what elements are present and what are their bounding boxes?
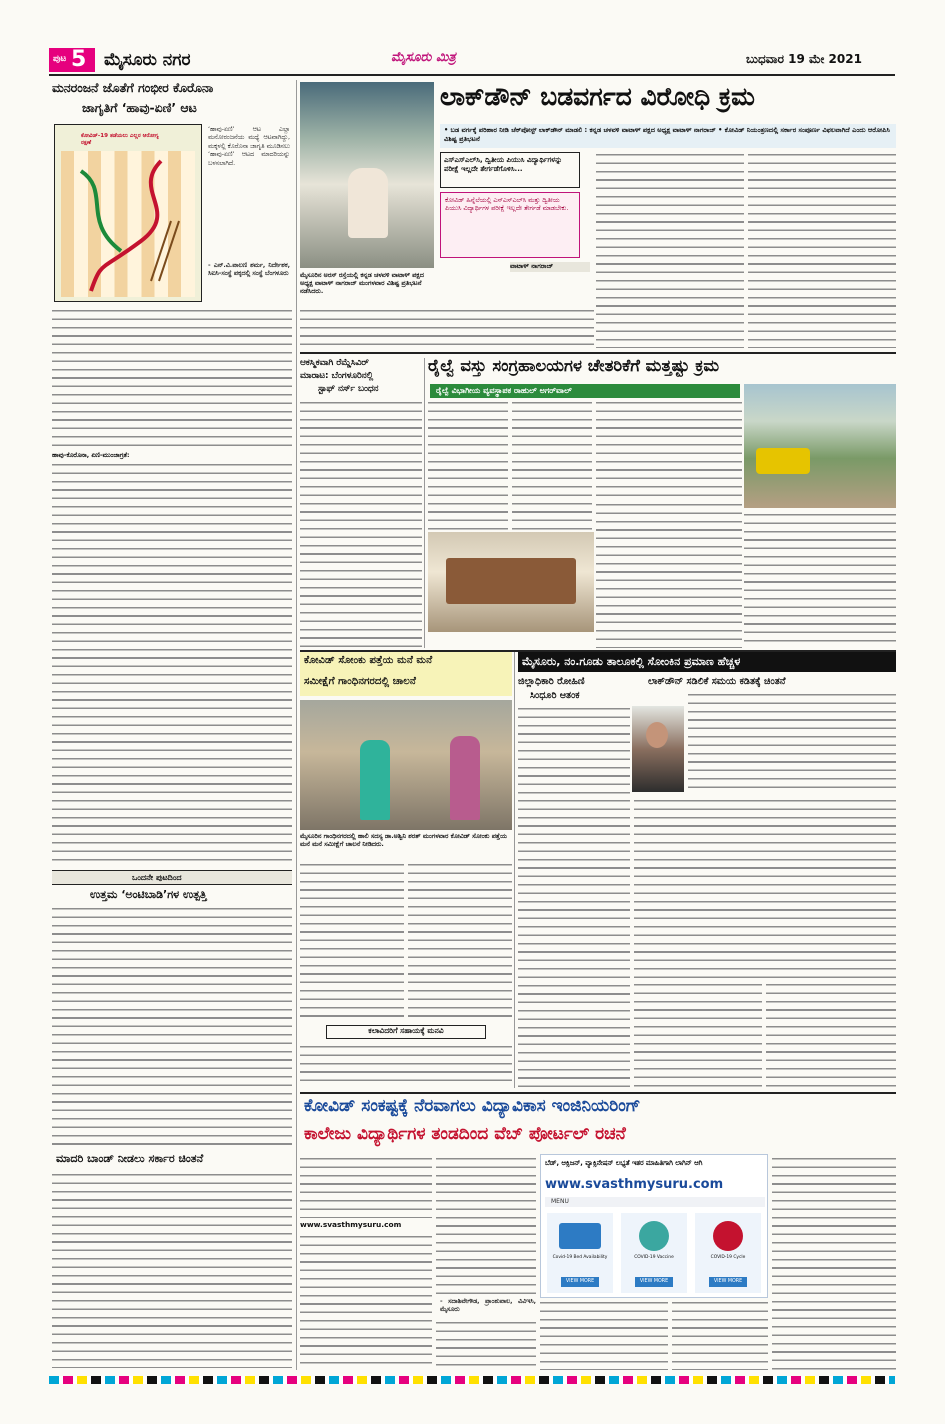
card-cycle-view-more[interactable]: VIEW MORE: [709, 1277, 747, 1287]
continued-header: [52, 870, 292, 885]
portal-menu-bar: [545, 1197, 765, 1207]
survey-body-col1: [300, 862, 404, 1020]
survey-photo: [300, 700, 512, 830]
portal-body-col2b: [436, 1320, 536, 1370]
survey-divider: [514, 652, 515, 1088]
dc-headline-1: ಜಿಲ್ಲಾಧಿಕಾರಿ ರೋಹಿಣಿ: [518, 676, 585, 687]
nurse-headline-1: ಆಕಸ್ಮಿಕವಾಗಿ ರೆಮ್ಡೆಸಿವಿರ್: [300, 358, 369, 368]
survey-headline-box: [300, 652, 512, 696]
lockdown-relax-headline: ಲಾಕ್‌ಡೌನ್ ಸಡಿಲಿಕೆ ಸಮಯ ಕಡಿತಕ್ಕೆ ಚಿಂತನೆ: [648, 676, 786, 687]
portal-body-col5: [772, 1156, 896, 1370]
bond-body: [52, 1172, 292, 1368]
portal-headline-1: ಕೋವಿಡ್ ಸಂಕಷ್ಟಕ್ಕೆ ನೆರವಾಗಲು ವಿದ್ಯಾವಿಕಾಸ ಇಂಜಿನಿಯರಿಂಗ್: [304, 1096, 641, 1116]
railway-body-col5: [744, 512, 896, 648]
snake-subhead: ಹಾವು-ಕೊರೊನಾ, ಏಣಿ-ಮುಂಜಾಗ್ರತೆ:: [52, 452, 130, 459]
nurse-headline-2: ಮಾರಾಟ: ಬೆಂಗಳೂರಿನಲ್ಲಿ: [300, 371, 374, 381]
lead-subhead: • ಬಡ ವರ್ಗಕ್ಕೆ ಪರಿಹಾರ ನೀಡಿ ಚೆಕ್‌ಪೋಸ್ಟ್ ಲಾಕ್‌ಡೌನ್ ಮಾಡಲಿ : ಕನ್ನಡ ಚಳವಳಿ ವಾಟಾಳ್ ಪಕ್ಷದ ಅಧ್ಯಕ್ಷ ವಾಟಾಳ್ ನಾಗರಾಜ್ • ಕೋವಿಡ್ ನಿಯಂತ್ರಣದಲ್ಲಿ ಸರ್ಕಾರ ಸಂಪೂರ್ಣ ವಿಫಲವಾಗಿದೆ ಎಂದು ಆರೋಪಿಸಿ ವಿಶಿಷ್ಟ ಪ್ರತಿಭಟನೆ: [440, 124, 896, 148]
virus-icon: [713, 1221, 743, 1251]
portal-banner: [540, 1154, 768, 1298]
railway-headline: ರೈಲ್ವೆ ವಸ್ತು ಸಂಗ್ರಹಾಲಯಗಳ ಚೇತರಿಕೆಗೆ ಮತ್ತಷ್ಟು ಕ್ರಮ: [428, 356, 720, 375]
snake-game-byline: - ಎನ್.ವಿ.ಪಾಲಣಿ ಶರ್ಮ, ನಿರ್ದೇಶಕ, ಸಿಐಸಿ-ಸಂಸ್ಥೆ ಪಕ್ಕದಲ್ಲಿ ಸಂಸ್ಥೆ ಬೆಂಗಳೂರು: [208, 262, 290, 278]
lead-quote: ಕೋವಿಡ್ ಹಿನ್ನೆಲೆಯಲ್ಲಿ ಎಸ್‌ಎಸ್‌ಎಲ್‌ಸಿ ಮತ್ತು ದ್ವಿತೀಯ ಪಿಯುಸಿ ವಿದ್ಯಾರ್ಥಿಗಳ ಪರೀಕ್ಷೆ ಇಲ್ಲದೇ ತೇರ್ಗಡೆ ಮಾಡಬೇಕು.: [445, 196, 569, 213]
lead-side-box: ಎಸ್‌ಎಸ್‌ಎಲ್‌ಸಿ, ದ್ವಿತೀಯ ಪಿಯುಸಿ ವಿದ್ಯಾರ್ಥಿಗಳನ್ನು ಪರೀಕ್ಷೆ ಇಲ್ಲದೇ ತೇರ್ಗಡೆಗೊಳಿಸಿ...: [440, 152, 580, 188]
portal-body-col4: [672, 1300, 768, 1370]
nurse-body: [300, 400, 422, 648]
snake-game-side-text: ‘ಹಾವು-ಏಣಿ’ ಆಟ ಎಲ್ಲಾ ಮನೋರಂಜನೆಯ ಮಧ್ಯೆ ಆಟವಾಗಿದ್ದು, ಮಕ್ಕಳಲ್ಲಿ ಕೊರೊನಾ ಜಾಗೃತಿ ಮೂಡಿಸಲು ‘ಹಾವು-ಏಣಿ’ ಆಟದ ಮಾದರಿಯನ್ನು ಬಳಸಲಾಗಿದೆ.: [208, 126, 290, 167]
protest-photo: [300, 82, 434, 268]
antibody-headline: ಉತ್ತಮ ‘ಅಂಟಿಬಾಡಿ’ಗಳ ಉತ್ಪತ್ತಿ: [90, 888, 207, 901]
toy-train: [756, 448, 810, 474]
issue-date: ಬುಧವಾರ 19 ಮೇ 2021: [746, 52, 862, 66]
nurse-divider: [424, 358, 425, 648]
vaccine-icon: [639, 1221, 669, 1251]
continued-label: ಒಂದನೇ ಪುಟದಿಂದ: [132, 873, 182, 882]
infection-body-col1: [518, 706, 630, 796]
page-label: ಪುಟ: [53, 54, 67, 64]
lead-quote-box: [440, 192, 580, 258]
portal-card-cycle: [695, 1213, 761, 1293]
portrait-face: [646, 722, 668, 748]
survey-body-col2: [408, 862, 512, 1020]
dc-portrait: [632, 706, 684, 792]
snake-game-headline-2: ಜಾಗೃತಿಗೆ ‘ಹಾವು-ಏಣಿ’ ಆಟ: [82, 100, 197, 115]
infection-body-col2: [688, 692, 896, 792]
health-worker-figure: [360, 740, 390, 820]
portal-quote-author: - ಸದಾಶಿವೇಗೌಡ, ಪ್ರಾಂಶುಪಾಲ, ವಿವಿಇಸಿ, ಮೈಸೂರು: [440, 1298, 536, 1314]
print-registration-bar: [49, 1376, 895, 1384]
coach-body: [446, 558, 576, 604]
bed-icon: [559, 1223, 601, 1249]
artists-box-head: ಕಲಾವಿದರಿಗೆ ಸಹಾಯಕ್ಕೆ ಮನವಿ: [326, 1025, 486, 1039]
masthead-rule: [49, 74, 895, 76]
card-beds-title: Covid-19 Bed Availability: [552, 1255, 608, 1260]
portal-menu-label: MENU: [551, 1198, 569, 1205]
snake-game-body: [52, 308, 292, 448]
page-number-badge: [49, 48, 95, 72]
portal-body-col1b: [300, 1234, 432, 1370]
snake-game-headline-1: ಮನರಂಜನೆ ಜೊತೆಗೆ ಗಂಭೀರ ಕೊರೊನಾ: [52, 80, 214, 95]
lead-body-col1: [300, 308, 594, 350]
nurse-headline-3: ಸ್ಟಾಫ್ ನರ್ಸ್ ಬಂಧನ: [318, 384, 379, 394]
railway-body-col3: [596, 400, 742, 500]
snake-ladder-board: [54, 124, 202, 302]
card-vaccine-view-more[interactable]: VIEW MORE: [635, 1277, 673, 1287]
protester-figure: [348, 168, 388, 238]
railway-body-col1: [428, 400, 508, 530]
survey-photo-caption: ಮೈಸೂರಿನ ಗಾಂಧಿನಗರದಲ್ಲಿ ಹಾಲಿ ಸದಸ್ಯ ಡಾ.ಅಶ್ವಿನಿ ಶರತ್ ಮಂಗಳವಾರ ಕೋವಿಡ್ ಸೋಂಕು ಪತ್ತೆಯ ಮನೆ ಮನೆ ಸಮೀಕ್ಷೆಗೆ ಚಾಲನೆ ನೀಡಿದರು.: [300, 832, 507, 848]
lead-rule: [300, 352, 896, 354]
section-title: ಮೈಸೂರು ನಗರ: [104, 50, 191, 70]
protest-photo-caption: ಮೈಸೂರಿನ ಅರಸ್ ರಸ್ತೆಯಲ್ಲಿ ಕನ್ನಡ ಚಳವಳಿ ವಾಟಾಳ್ ಪಕ್ಷದ ಅಧ್ಯಕ್ಷ ವಾಟಾಳ್ ನಾಗರಾಜ್ ಮಂಗಳವಾರ ವಿಶಿಷ್ಟ ಪ್ರತಿಭಟನೆ ನಡೆಸಿದರು.: [300, 271, 424, 295]
railway-coach-photo: [428, 532, 594, 632]
portal-card-beds: [547, 1213, 613, 1293]
infection-body-col5: [634, 982, 762, 1088]
infection-body-col3: [518, 798, 630, 1088]
infection-headline-bar: [518, 652, 896, 672]
card-vaccine-title: COVID-19 Vaccine: [634, 1255, 674, 1260]
lead-quote-author: ವಾಟಾಳ್ ನಾಗರಾಜ್: [510, 262, 590, 272]
portal-body-col3: [540, 1300, 668, 1370]
portal-body-col2: [436, 1156, 536, 1296]
antibody-body: [52, 906, 292, 1146]
survey-headline-1: ಕೋವಿಡ್ ಸೋಂಕು ಪತ್ತೆಯ ಮನೆ ಮನೆ: [304, 655, 433, 666]
left-column-divider: [296, 80, 297, 1370]
railway-body-col2: [512, 400, 592, 530]
dc-headline-2: ಸಿಂಧೂರಿ ಆತಂಕ: [530, 690, 580, 701]
card-cycle-title: COVID-19 Cycle: [710, 1255, 746, 1260]
infection-headline: ಮೈಸೂರು, ನಂ.ಗೂಡು ತಾಲೂಕಲ್ಲಿ ಸೋಂಕಿನ ಪ್ರಮಾಣ ಹೆಚ್ಚಳ: [522, 655, 741, 668]
page-number: 5: [71, 48, 87, 72]
railway-body-col4: [596, 502, 742, 648]
official-figure: [450, 736, 480, 820]
infection-body-col4: [634, 798, 896, 978]
infection-body-col6: [766, 982, 896, 1088]
lead-body-col2: [596, 152, 744, 348]
paper-name: ಮೈಸೂರು ಮಿತ್ರ: [391, 50, 456, 65]
lead-body-col3: [748, 152, 896, 348]
snake-icon: [61, 151, 195, 297]
card-beds-view-more[interactable]: VIEW MORE: [561, 1277, 599, 1287]
game-title: ಕೋವಿಡ್-19 ತಡೆಯಲು ಎಲ್ಲರ ಆರೋಗ್ಯ ರಕ್ಷಣೆ: [81, 133, 159, 146]
portal-banner-text: ಬೆಡ್, ಆಕ್ಸಿಜನ್, ವ್ಯಾಕ್ಸಿನೇಷನ್ ಲಭ್ಯತೆ ಇತರ ಮಾಹಿತಿಗಾಗಿ ಲಾಗಿನ್ ಆಗಿ: [545, 1159, 703, 1167]
survey-headline-2: ಸಮೀಕ್ಷೆಗೆ ಗಾಂಧಿನಗರದಲ್ಲಿ ಚಾಲನೆ: [304, 676, 416, 687]
portal-url-inline: www.svasthmysuru.com: [300, 1220, 402, 1229]
portal-body-col1: [300, 1156, 432, 1218]
portal-url-banner: www.svasthmysuru.com: [545, 1177, 724, 1192]
bond-headline: ಮಾದರಿ ಬಾಂಡ್ ನೀಡಲು ಸರ್ಕಾರ ಚಿಂತನೆ: [56, 1152, 204, 1165]
artists-body: [300, 1044, 512, 1088]
portal-rule: [300, 1092, 896, 1094]
portal-card-vaccine: [621, 1213, 687, 1293]
railway-subhead: ರೈಲ್ವೆ ವಿಭಾಗೀಯ ವ್ಯವಸ್ಥಾಪಕ ರಾಹುಲ್ ಅಗರ್‌ವಾಲ್: [430, 384, 740, 398]
lead-headline: ಲಾಕ್‌ಡೌನ್ ಬಡವರ್ಗದ ವಿರೋಧಿ ಕ್ರಮ: [440, 82, 755, 111]
railway-museum-photo: [744, 384, 896, 508]
snake-game-body-2: [52, 462, 292, 866]
portal-headline-2: ಕಾಲೇಜು ವಿದ್ಯಾರ್ಥಿಗಳ ತಂಡದಿಂದ ವೆಬ್ ಪೋರ್ಟಲ್ ರಚನೆ: [304, 1124, 626, 1144]
